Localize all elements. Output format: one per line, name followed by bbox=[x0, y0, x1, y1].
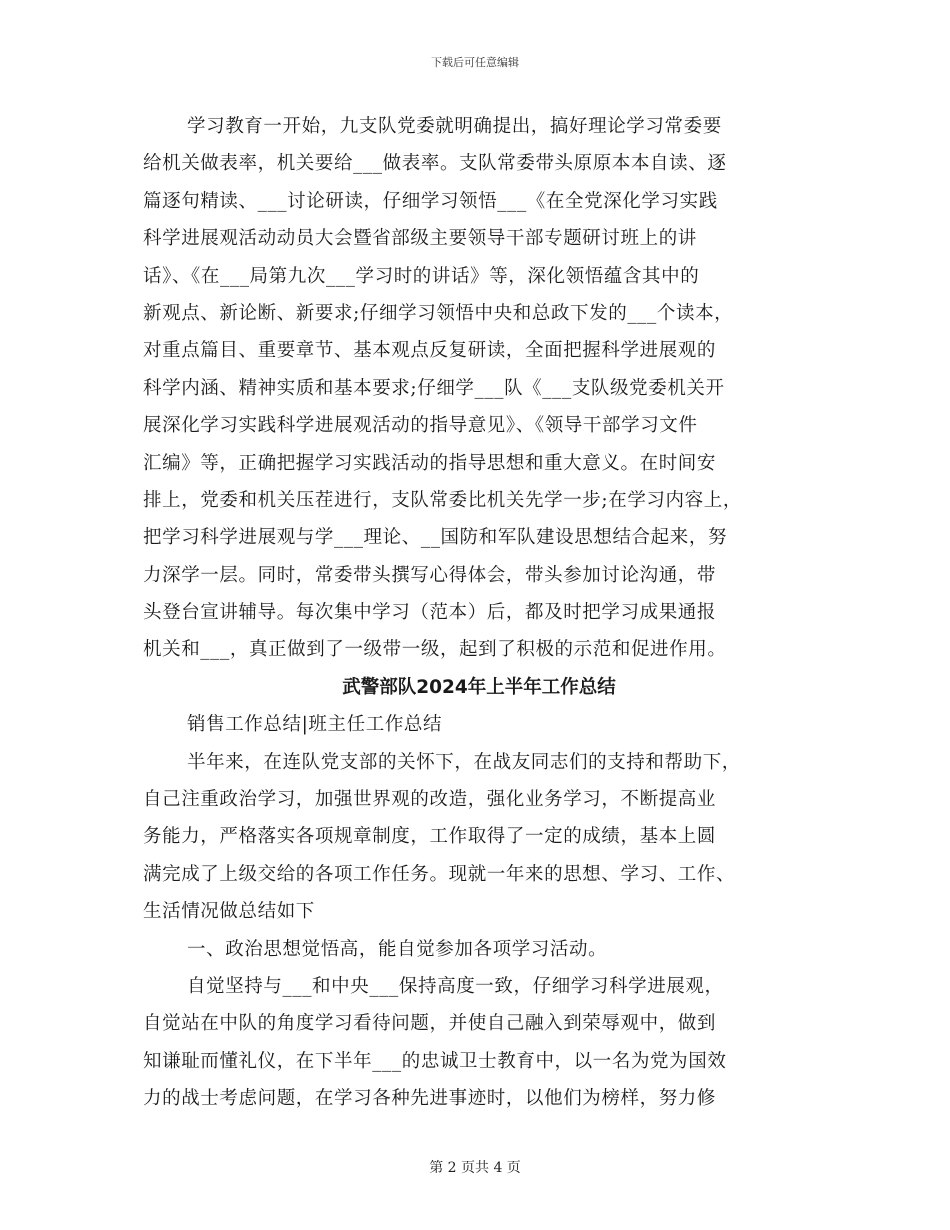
paragraph-line: 力深学一层。同时，常委带头撰写心得体会，带头参加讨论沟通，带 bbox=[143, 564, 717, 586]
document-body bbox=[143, 108, 815, 1118]
paragraph-line: 力的战士考虑问题，在学习各种先进事迹时，以他们为榜样，努力修 bbox=[143, 1088, 717, 1110]
paragraph-line: 自己注重政治学习，加强世界观的改造，强化业务学习，不断提高业 bbox=[143, 789, 717, 811]
paragraph-line: 半年来，在连队党支部的关怀下，在战友同志们的支持和帮助下， bbox=[187, 751, 741, 773]
paragraph-line: 展深化学习实践科学进展观活动的指导意见》、《领导干部学习文件 bbox=[143, 415, 698, 437]
paragraph-line: 篇逐句精读、___讨论研读，仔细学习领悟___《在全党深化学习实践 bbox=[143, 190, 718, 212]
paragraph-line: 给机关做表率，机关要给___做表率。支队常委带头原原本本自读、逐 bbox=[143, 153, 727, 175]
paragraph-line: 自觉站在中队的角度学习看待问题，并使自己融入到荣辱观中，做到 bbox=[143, 1013, 717, 1035]
paragraph-line: 机关和___，真正做到了一级带一级，起到了积极的示范和促进作用。 bbox=[143, 639, 727, 661]
paragraph-line: 对重点篇目、重要章节、基本观点反复研读，全面把握科学进展观的 bbox=[143, 340, 717, 362]
paragraph-line: 务能力，严格落实各项规章制度，工作取得了一定的成绩，基本上圆 bbox=[143, 826, 717, 848]
category-links[interactable]: 销售工作总结|班主任工作总结 bbox=[187, 714, 443, 736]
page-footer: 第 2 页共 4 页 bbox=[429, 1160, 521, 1176]
paragraph-line: 把学习科学进展观与学___理论、__国防和军队建设思想结合起来，努 bbox=[143, 527, 728, 549]
paragraph-line: 话》、《在___局第九次___学习时的讲话》等，深化领悟蕴含其中的 bbox=[143, 265, 700, 287]
paragraph-line: 头登台宣讲辅导。每次集中学习（范本）后，都及时把学习成果通报 bbox=[143, 602, 717, 624]
paragraph-line: 自觉坚持与___和中央___保持高度一致，仔细学习科学进展观， bbox=[187, 975, 724, 997]
paragraph-line: 科学进展观活动动员大会暨省部级主要领导干部专题研讨班上的讲 bbox=[143, 228, 697, 250]
paragraph-line: 科学内涵、精神实质和基本要求;仔细学___队《___支队级党委机关开 bbox=[143, 377, 725, 399]
section-heading: 一、政治思想觉悟高，能自觉参加各项学习活动。 bbox=[187, 938, 608, 960]
paragraph-line: 满完成了上级交给的各项工作任务。现就一年来的思想、学习、工作、 bbox=[143, 863, 736, 885]
paragraph-line: 排上，党委和机关压茬进行，支队常委比机关先学一步;在学习内容上， bbox=[143, 489, 742, 511]
paragraph-line: 新观点、新论断、新要求;仔细学习领悟中央和总政下发的___个读本， bbox=[143, 302, 734, 324]
paragraph-line: 汇编》等，正确把握学习实践活动的指导思想和重大意义。在时间安 bbox=[143, 452, 717, 474]
page-header: 下载后可任意编辑 bbox=[431, 56, 519, 69]
document-title: 武警部队2024年上半年工作总结 bbox=[342, 676, 616, 698]
paragraph-line: 知谦耻而懂礼仪，在下半年___的忠诚卫士教育中，以一名为党为国效 bbox=[143, 1050, 727, 1072]
paragraph-line: 学习教育一开始，九支队党委就明确提出，搞好理论学习常委要 bbox=[187, 116, 722, 137]
paragraph-line: 生活情况做总结如下 bbox=[143, 901, 315, 923]
